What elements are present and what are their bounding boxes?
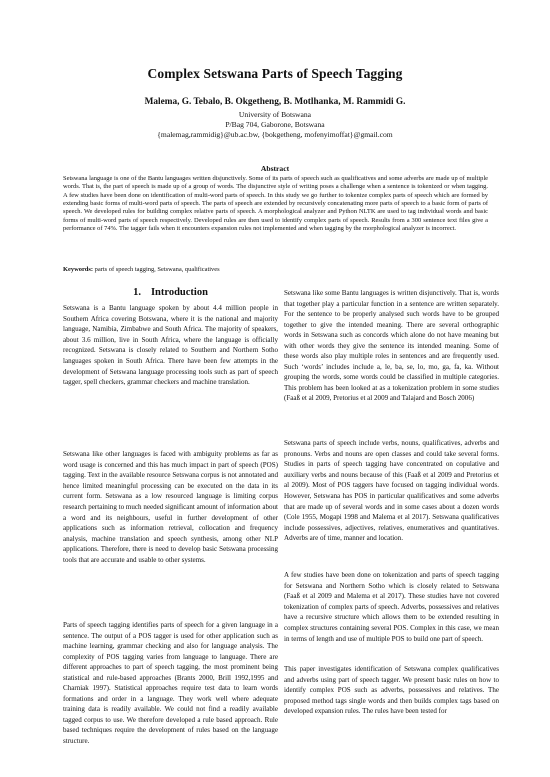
left-paragraph-2 bbox=[63, 449, 278, 566]
right-paragraph-2-text: Setswana parts of speech include verbs, nouns, qualificatives, adverbs and pronouns. Verbs and nouns are open classes and could take several forms. Studies in parts of speech tagging have concentrated on copulative and auxiliary verbs and nouns because of this (Faaß et al 2009 and Pretorius et al 2009). Most of POS taggers have focused on tagging individual words. However, Setswana has POS in particular qualificatives and some adverbs that are made up of several words and in some cases about a dozen words (Cole 1955, Mogapi 1998 and Malema et al 2017). Setswana qualificatives include possessives, adjectives, relatives, enumeratives and quantitatives. Adverbs are of time, manner and location. bbox=[284, 439, 499, 543]
right-paragraph-3-text: A few studies have been done on tokenization and parts of speech tagging for Setswana and Northern Sotho which is closely related to Setswana (Faaß et al 2009 and Malema et al 2017). These studies have not covered tokenization of complex parts of speech. Adverbs, possessives and relatives have a recursive structure which allows them to be extended resulting in complex structures containing several POS. Complex in this case, we mean in terms of length and use of multiple POS to build one part of speech. bbox=[284, 571, 499, 643]
keywords-label: Keywords: bbox=[63, 266, 94, 273]
right-paragraph-4-text: This paper investigates identification of Setswana complex qualificatives and adverbs using part of speech tagger. We present basic rules on how to identify complex POS such as adverbs, possessives and relatives. The proposed method tags single words and then builds complex tags based on developed expansion rules. The rules have been tested for bbox=[284, 665, 499, 716]
keywords-line bbox=[63, 266, 488, 273]
right-paragraph-1-text: Setswana like some Bantu languages is written disjunctively. That is, words that together play a particular function in a sentence are written separately. For the sentence to be properly analysed such words have to be grouped together to give the intended meaning. There are several orthographic words in Setswana such as concords which alone do not have meaning but with other words they give the sentence its intended meaning. Some of these words also play multiple roles in sentences and are frequently used. Such ‘words’ includes include a, le, ba, se, lo, mo, ga, fa, ka. Without grouping the words, some words could be classified in multiple categories. This problem has been looked at as a tokenization problem in some studies (Faaß et al 2009, Pretorius et al 2009 and Talajard and Bosch 2006) bbox=[284, 289, 499, 402]
left-paragraph-3 bbox=[63, 620, 278, 746]
paper-title: Complex Setswana Parts of Speech Tagging bbox=[147, 66, 403, 81]
affiliation-emails: {malemag,rammidig}@ub.ac.bw, {bokgetheng, mofenyimoffat}@gmail.com bbox=[157, 130, 393, 139]
section-title: Introduction bbox=[150, 287, 208, 298]
left-paragraph-1-text: Setswana is a Bantu language spoken by about 4.4 million people in Southern Africa covering Botswana, where it is the national and majority language, Namibia, Zimbabwe and South Africa. The majority of speakers, about 3.6 million, live in South Africa, where the language is officially recognized. Setswana is closely related to Southern and Northern Sotho languages spoken in South Africa. There have been few attempts in the development of Setswana language processing tools such as part of speech tagger, spell checkers, grammar checkers and machine translation. bbox=[63, 304, 278, 387]
left-paragraph-2-text: Setswana like other languages is faced with ambiguity problems as far as word usage is concerned and this has much impact in part of speech (POS) tagging. Text in the available resource Setswana corpus is not annotated and hence limited meaningful processing can be executed on the data in its current form. Setswana as a low resourced language is limiting corpus research pertaining to much needed significant amount of information about a word and its neighbours, useful in further development of other applications such as information retrieval, collocation and frequency analysis, machine translation and speech synthesis, among other NLP applications. Therefore, there is need to develop basic Setswana processing tools that are accurate and usable to other systems. bbox=[63, 450, 278, 564]
right-paragraph-4 bbox=[284, 664, 499, 717]
right-paragraph-3 bbox=[284, 570, 499, 644]
abstract-text: Setswana language is one of the Bantu languages written disjunctively. Some of its parts of speech such as qualificatives and some adverbs are made up of multiple words. That is, the part of speech is made up of a group of words. The disjunctive style of writing poses a challenge when a sentence is tokenized or when tagging. A few studies have been done on identification of multi-word parts of speech. In this study we go further to tokenize complex parts of speech which are formed by extending basic forms of multi-word parts of speech. The parts of speech are extended by recursively concatenating more parts of speech to a basic form of parts of speech. We developed rules for building complex relative parts of speech. A morphological analyzer and Python NLTK are used to tag individual words and basic forms of multi-word parts of speech respectively. Developed rules are then used to identify complex parts of speech. Results from a 300 sentence text files give a performance of 74%. The tagger fails when it encounters expansion rules not implemented and when tagging by the morphological analyzer is incorrect. bbox=[63, 175, 488, 233]
left-paragraph-1 bbox=[63, 303, 278, 388]
affiliation-address: P/Bag 704, Gaborone, Botswana bbox=[225, 120, 325, 129]
section-heading bbox=[63, 287, 278, 298]
keywords-text: parts of speech tagging, Setswana, qualificatives bbox=[94, 266, 220, 273]
right-paragraph-2 bbox=[284, 438, 499, 544]
affiliation-university: University of Botswana bbox=[238, 110, 312, 119]
abstract-heading: Abstract bbox=[260, 164, 290, 173]
left-paragraph-3-text: Parts of speech tagging identifies parts of speech for a given language in a sentence. The output of a POS tagger is used for other application such as machine learning, grammar checking and also for language analysis. The complexity of POS tagging varies from language to language. There are different approaches to part of speech tagging, the most prominent being statistical and rule-based approaches (Brants 2000, Brill 1992,1995 and Charniak 1997). Statistical approaches require test data to learn words formations and order in a language. They work well where adequate training data is readily available. We could not find a readily available tagged corpus to use. We therefore developed a rule based approach. Rule based techniques require the development of rules based on the language structure. bbox=[63, 621, 278, 745]
right-paragraph-1 bbox=[284, 288, 499, 404]
section-number: 1. bbox=[133, 287, 141, 298]
author-list: Malema, G. Tebalo, B. Okgetheng, B. Motlhanka, M. Rammidi G. bbox=[144, 97, 406, 107]
